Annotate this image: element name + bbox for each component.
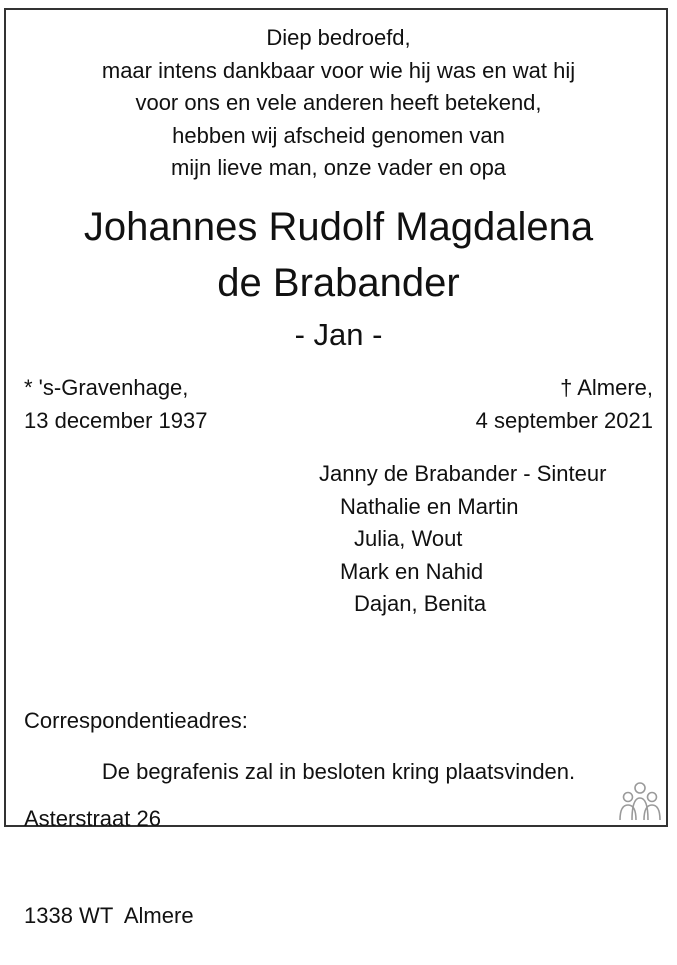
intro-line: Diep bedroefd, (266, 25, 411, 50)
intro-line: maar intens dankbaar voor wie hij was en wat hij (101, 57, 576, 83)
family-member: Janny de Brabander - Sinteur (319, 461, 607, 486)
intro-line: hebben wij afscheid genomen van (172, 122, 505, 148)
family-member: Julia, Wout (354, 526, 463, 551)
birth-place: * 's-Gravenhage, (24, 375, 189, 400)
correspondence-label: Correspondentieadres: (24, 708, 248, 733)
intro-text (0, 22, 677, 185)
deceased-name-line1: Johannes Rudolf Magdalena (83, 205, 594, 249)
deceased-nickname: - Jan - (294, 317, 383, 352)
birth-date: 13 december 1937 (24, 408, 208, 433)
correspondence-city: 1338 WT Almere (24, 903, 194, 928)
family-member: Nathalie en Martin (340, 493, 519, 519)
death-info (476, 371, 653, 437)
funeral-note: De begrafenis zal in besloten kring plaatsvinden. (101, 759, 576, 784)
family-figures-icon (616, 780, 664, 824)
family-member: Dajan, Benita (354, 591, 487, 616)
family-member: Mark en Nahid (340, 558, 484, 584)
birth-info (24, 371, 207, 437)
deceased-name-line2: de Brabander (217, 261, 460, 305)
correspondence-address (24, 640, 248, 965)
death-place: † Almere, (560, 375, 653, 400)
correspondence-street: Asterstraat 26 (24, 805, 161, 831)
death-date: 4 september 2021 (475, 408, 653, 433)
intro-line: voor ons en vele anderen heeft betekend, (135, 90, 542, 115)
intro-line: mijn lieve man, onze vader en opa (170, 155, 507, 180)
deceased-name (0, 199, 677, 311)
